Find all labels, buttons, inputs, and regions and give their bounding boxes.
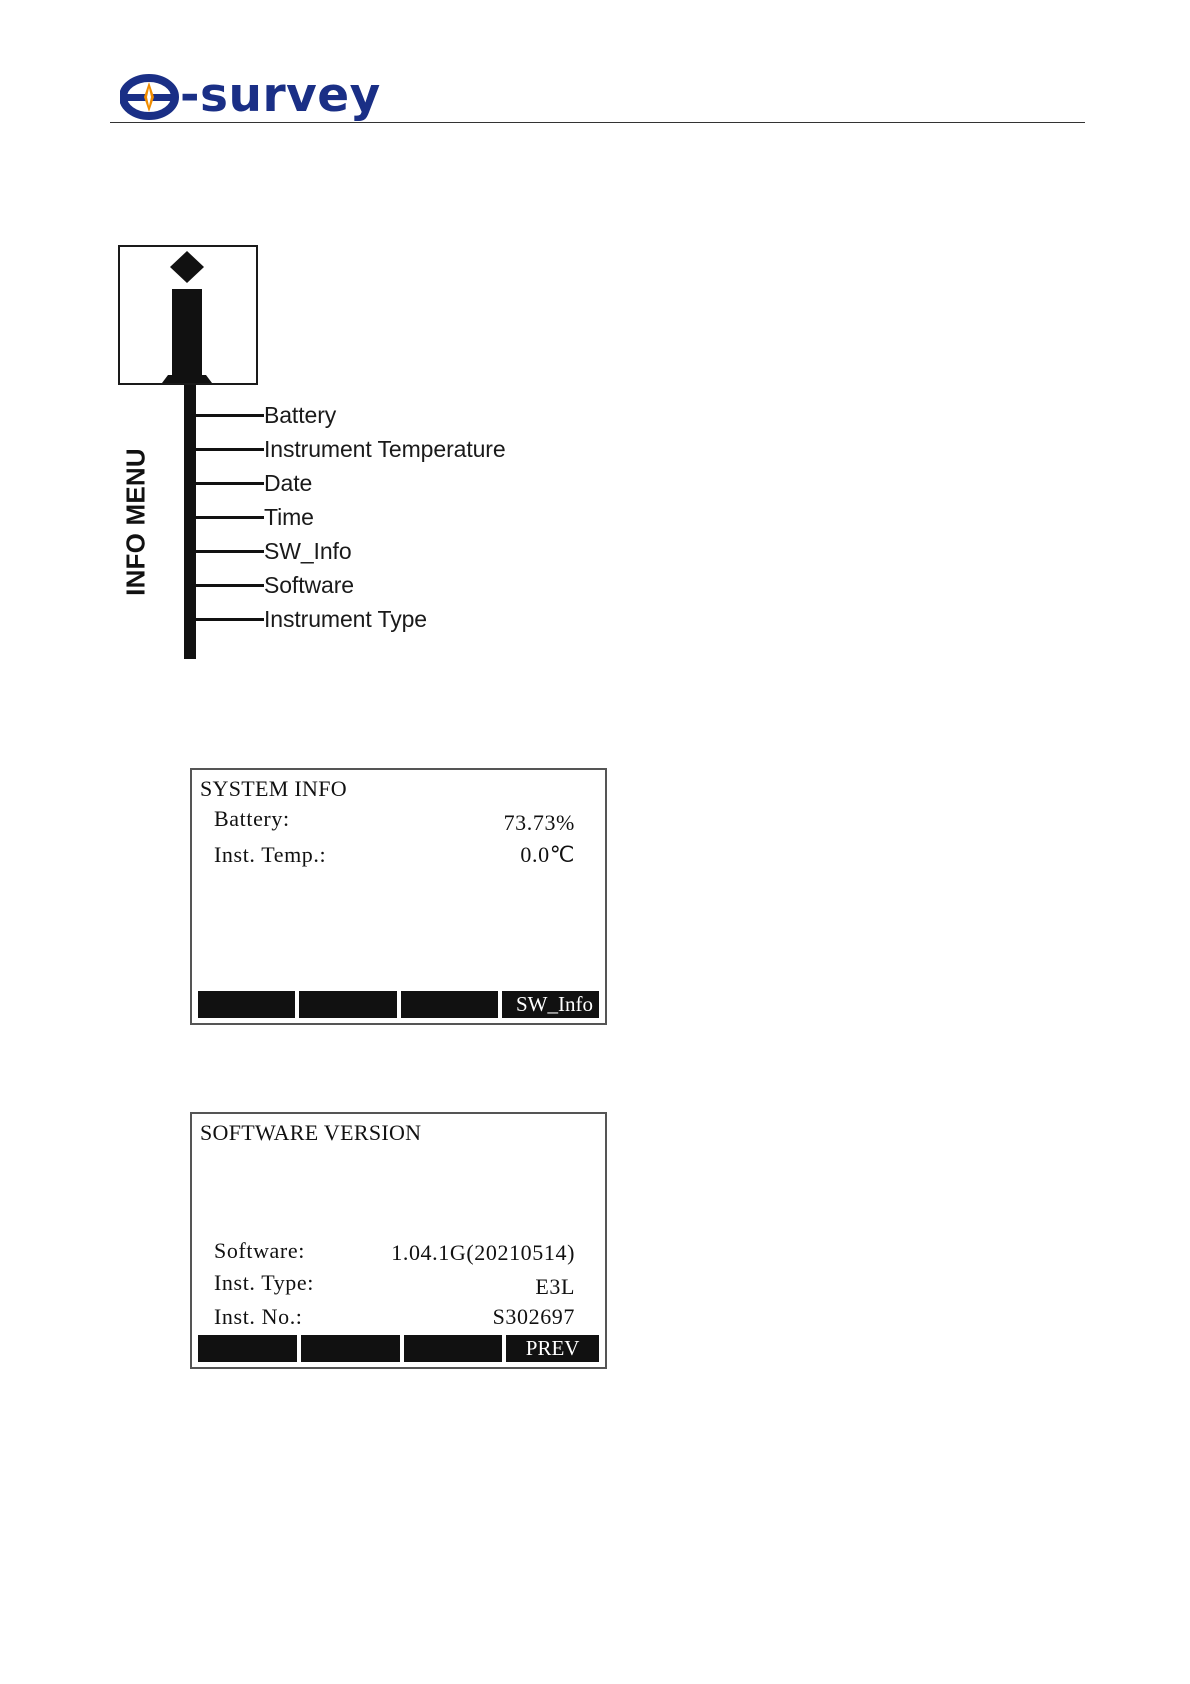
menu-branch bbox=[196, 414, 264, 417]
softkey-sw-info[interactable]: SW_Info bbox=[502, 991, 599, 1018]
softkey-f3[interactable] bbox=[401, 991, 498, 1018]
info-icon-box bbox=[118, 245, 258, 385]
menu-branch bbox=[196, 550, 264, 553]
screen-title: SYSTEM INFO bbox=[200, 776, 347, 801]
header-divider bbox=[110, 122, 1085, 123]
battery-label: Battery: bbox=[214, 806, 290, 831]
menu-item-battery bbox=[196, 400, 336, 430]
softkey-prev[interactable]: PREV bbox=[506, 1335, 599, 1362]
menu-branch bbox=[196, 448, 264, 451]
software-value: 1.04.1G(20210514) bbox=[391, 1240, 575, 1265]
info-icon bbox=[120, 247, 256, 383]
softkey-bar bbox=[198, 1335, 599, 1362]
brand-name: -survey bbox=[180, 67, 381, 123]
menu-branch bbox=[196, 482, 264, 485]
menu-item-label: SW_Info bbox=[264, 537, 352, 564]
menu-tree-stem bbox=[184, 385, 196, 659]
software-version-screen bbox=[190, 1112, 607, 1369]
menu-item-label: Time bbox=[264, 503, 314, 530]
e-survey-logo-icon bbox=[120, 73, 180, 121]
menu-item-sw-info bbox=[196, 536, 352, 566]
softkey-f2[interactable] bbox=[301, 1335, 400, 1362]
menu-branch bbox=[196, 584, 264, 587]
info-menu-title: INFO MENU bbox=[120, 448, 151, 596]
menu-item-software bbox=[196, 570, 354, 600]
menu-item-label: Instrument Temperature bbox=[264, 435, 506, 462]
menu-item-label: Instrument Type bbox=[264, 605, 427, 632]
softkey-f1[interactable] bbox=[198, 991, 295, 1018]
battery-value: 73.73% bbox=[503, 810, 575, 835]
menu-item-time bbox=[196, 502, 314, 532]
softkey-f3[interactable] bbox=[404, 1335, 503, 1362]
softkey-f1[interactable] bbox=[198, 1335, 297, 1362]
softkey-bar bbox=[198, 991, 599, 1018]
inst-type-value: E3L bbox=[535, 1274, 575, 1299]
inst-no-value: S302697 bbox=[492, 1304, 575, 1329]
brand-logo bbox=[120, 67, 381, 123]
inst-temp-label: Inst. Temp.: bbox=[214, 842, 327, 867]
menu-item-date bbox=[196, 468, 312, 498]
menu-item-instrument-type bbox=[196, 604, 427, 634]
software-label: Software: bbox=[214, 1238, 305, 1263]
screen-title: SOFTWARE VERSION bbox=[200, 1120, 422, 1145]
inst-no-label: Inst. No.: bbox=[214, 1304, 303, 1329]
system-info-screen bbox=[190, 768, 607, 1025]
menu-item-label: Software bbox=[264, 571, 354, 598]
menu-branch bbox=[196, 516, 264, 519]
inst-type-label: Inst. Type: bbox=[214, 1270, 314, 1295]
menu-item-label: Battery bbox=[264, 401, 337, 428]
menu-item-label: Date bbox=[264, 469, 313, 496]
menu-item-instrument-temperature bbox=[196, 434, 506, 464]
inst-temp-value: 0.0℃ bbox=[520, 842, 575, 867]
softkey-f2[interactable] bbox=[299, 991, 396, 1018]
menu-branch bbox=[196, 618, 264, 621]
